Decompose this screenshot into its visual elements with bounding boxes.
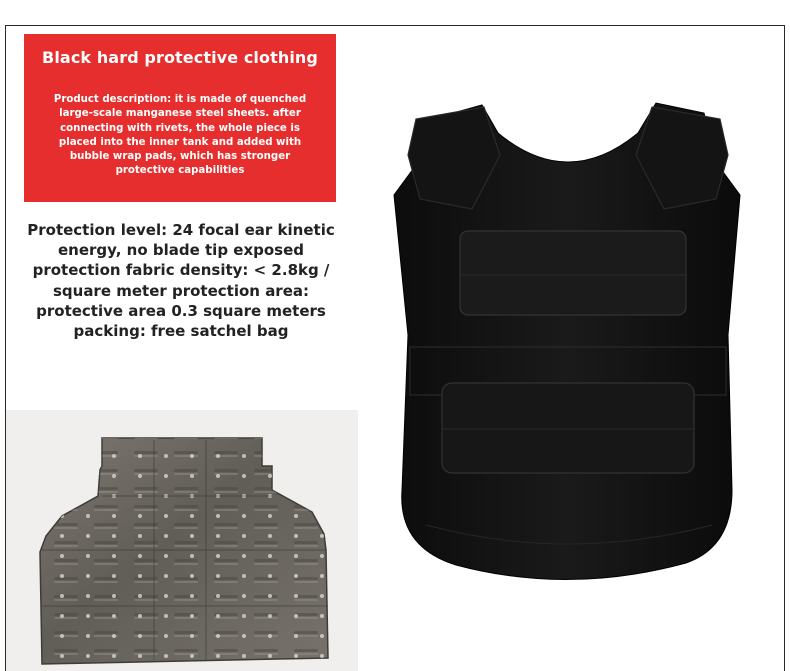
description-line: connecting with rivets, the whole piece is (60, 122, 300, 134)
spec-line: energy, no blade tip exposed (57, 241, 305, 260)
spec-line: square meter protection area: (52, 281, 310, 300)
steel-plate-photo (6, 410, 358, 671)
description-line: placed into the inner tank and added with (58, 136, 302, 148)
spec-line: Protection level: 24 focal ear kinetic (27, 221, 335, 239)
steel-plate-image (6, 410, 358, 671)
description-line: Product description: it is made of quenched (53, 94, 307, 105)
description-line: bubble wrap pads, which has stronger (69, 151, 291, 163)
banner-title: Black hard protective clothing (42, 48, 318, 67)
description-line: protective capabilities (115, 165, 245, 177)
description-line: large-scale manganese steel sheets. after (59, 108, 301, 120)
spec-line: protective area 0.3 square meters (36, 301, 326, 320)
spec-line: protection fabric density: < 2.8kg / (32, 261, 330, 280)
product-description (42, 93, 318, 179)
spec-line: packing: free satchel bag (73, 322, 289, 341)
product-banner (24, 34, 336, 202)
black-vest-image (386, 95, 750, 595)
product-specs (22, 220, 340, 341)
